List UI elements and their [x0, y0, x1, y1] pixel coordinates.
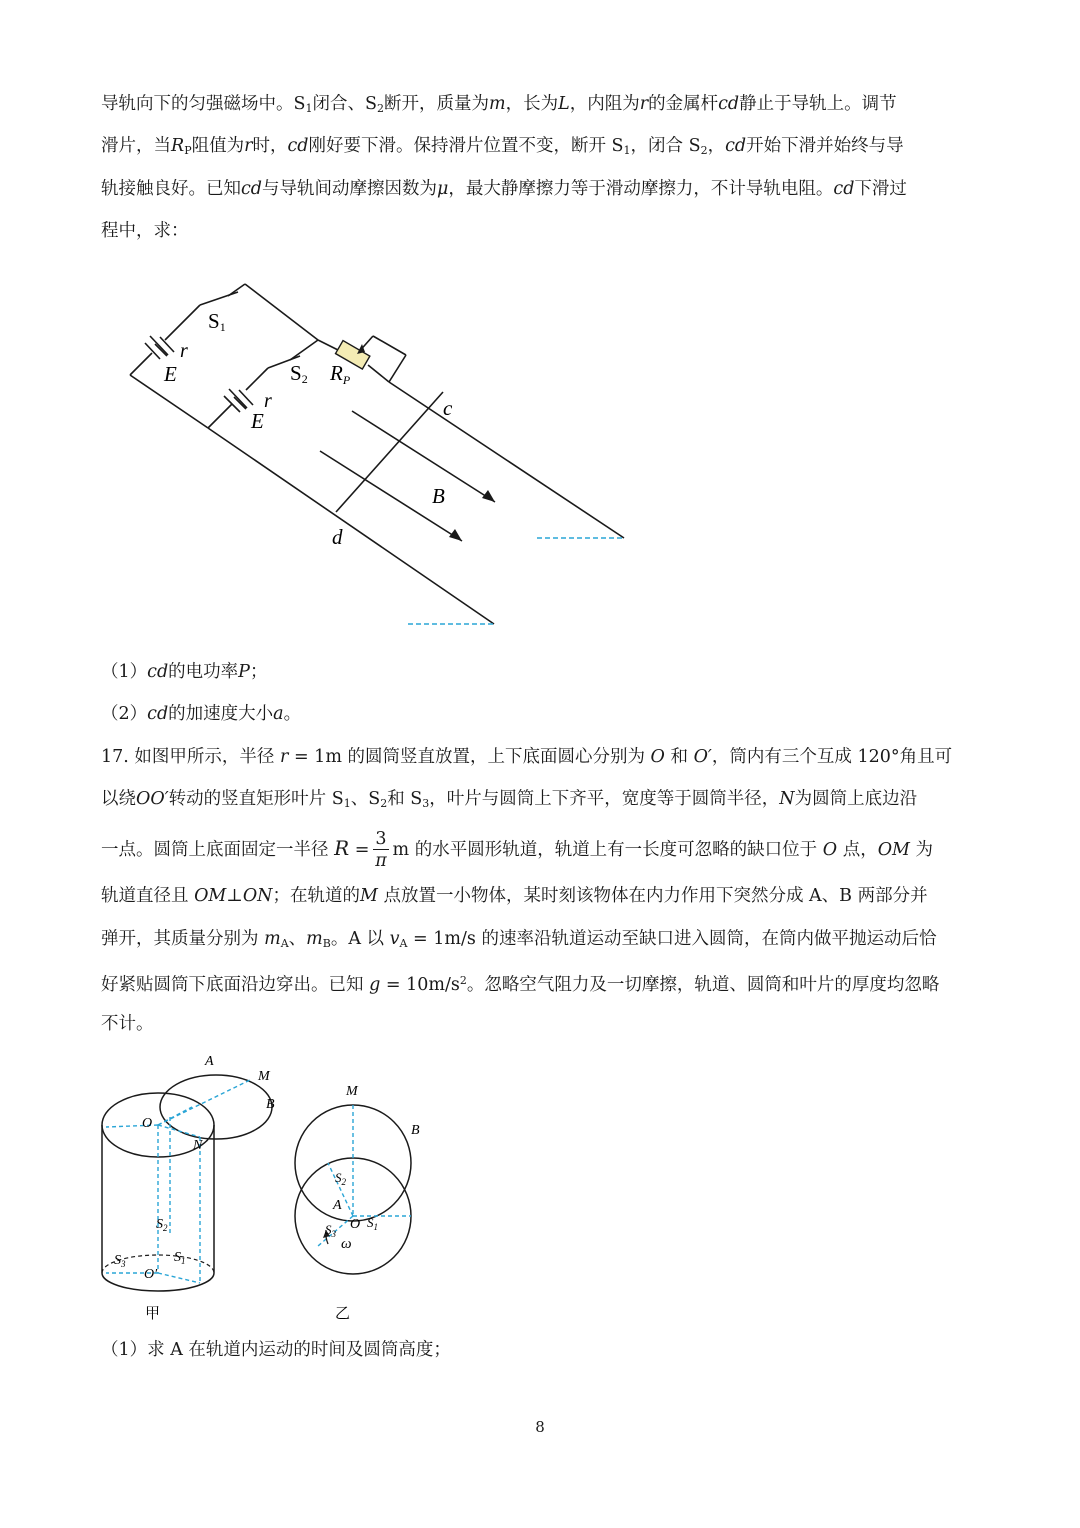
p17-line-5: 弹开，其质量分别为 $m_A$、$m_B$。A 以 $v_A = 1m/s$ 的速率沿轨道运动至缺口进入圆筒，在筒内做平抛运动后恰	[101, 929, 937, 950]
jia-label-S1: $S_1$	[174, 1250, 186, 1266]
p16-line-1: 导轨向下的匀强磁场中。$S_1$闭合、$S_2$断开，质量为m，长为L，内阻为r的金属杆cd静止于导轨上。调节	[101, 94, 897, 115]
figure-jia-cylinder	[90, 1045, 300, 1330]
yi-label-omega: ω	[341, 1236, 352, 1252]
yi-label-B: B	[411, 1123, 420, 1138]
p16-line-4: 程中，求：	[101, 221, 189, 241]
jia-label-M: M	[258, 1069, 270, 1084]
p16-line-3: 轨接触良好。已知cd与导轨间动摩擦因数为μ，最大静摩擦力等于滑动摩擦力，不计导轨电阻。cd下滑过	[101, 179, 907, 199]
jia-label-N: N	[193, 1138, 203, 1153]
p17-line-1: 17. 如图甲所示，半径 r = 1m 的圆筒竖直放置，上下底面圆心分别为 O 和 O′，筒内有三个互成 120°角且可	[101, 747, 953, 767]
p17-line-6: 好紧贴圆筒下底面沿边穿出。已知 $g = 10m/s^2$。忽略空气阻力及一切摩擦，轨道、圆筒和叶片的厚度均忽略	[101, 974, 940, 995]
yi-label-A: A	[333, 1198, 342, 1213]
jia-label-O: O	[142, 1116, 153, 1131]
label-d: d	[332, 525, 343, 549]
yi-label-S2: $S_2$	[335, 1170, 346, 1187]
p17-question-1: （1）求 A 在轨道内运动的时间及圆筒高度；	[101, 1340, 451, 1360]
p17-line-3: 一点。圆筒上底面固定一半径 R = $\frac{3}{\pi}$ m 的水平圆形轨道，轨道上有一长度可忽略的缺口位于 O 点，OM 为	[101, 829, 934, 871]
fraction-3-over-pi: $\frac{3}{\pi}$	[375, 829, 387, 871]
figure-yi-top-view	[280, 1070, 450, 1330]
jia-label-O-prime: O′	[144, 1267, 158, 1282]
label-B: B	[432, 484, 445, 508]
jia-label-S3: $S_3$	[114, 1253, 126, 1269]
label-E1: E	[164, 362, 177, 386]
p16-line-2: 滑片，当$R_P$阻值为r时，cd刚好要下滑。保持滑片位置不变，断开 $S_1$，闭合 $S_2$，cd开始下滑并始终与导	[101, 136, 904, 157]
label-r2: r	[264, 390, 272, 412]
p17-line-2: 以绕OO′转动的竖直矩形叶片 $S_1$、$S_2$和 $S_3$，叶片与圆筒上下齐平，宽度等于圆筒半径，N为圆筒上底边沿	[101, 789, 918, 810]
yi-label-M: M	[346, 1084, 358, 1099]
caption-jia: 甲	[145, 1306, 161, 1322]
label-S1: S1	[208, 309, 226, 334]
jia-label-B: B	[266, 1097, 275, 1112]
label-S2: S2	[290, 361, 308, 386]
p16-question-1: （1）cd的电功率P；	[101, 662, 268, 682]
yi-label-S3: $S_3$	[325, 1222, 336, 1239]
p17-line-7: 不计。	[101, 1014, 154, 1034]
jia-label-S2: $S_2$	[156, 1217, 168, 1233]
p17-line-4: 轨道直径且 OM⊥ON；在轨道的M 点放置一小物体，某时刻该物体在内力作用下突然分成 A、B 两部分并	[101, 886, 928, 906]
label-r1: r	[180, 340, 188, 362]
p16-question-2: （2）cd的加速度大小a。	[101, 704, 302, 724]
label-c: c	[443, 396, 453, 420]
jia-label-A: A	[205, 1054, 214, 1069]
page-number: 8	[535, 1418, 545, 1436]
label-RP: RP	[330, 361, 351, 387]
caption-yi: 乙	[335, 1306, 351, 1322]
label-E2: E	[251, 409, 264, 433]
yi-label-S1: $S_1$	[367, 1215, 378, 1232]
yi-label-O: O	[350, 1217, 361, 1232]
